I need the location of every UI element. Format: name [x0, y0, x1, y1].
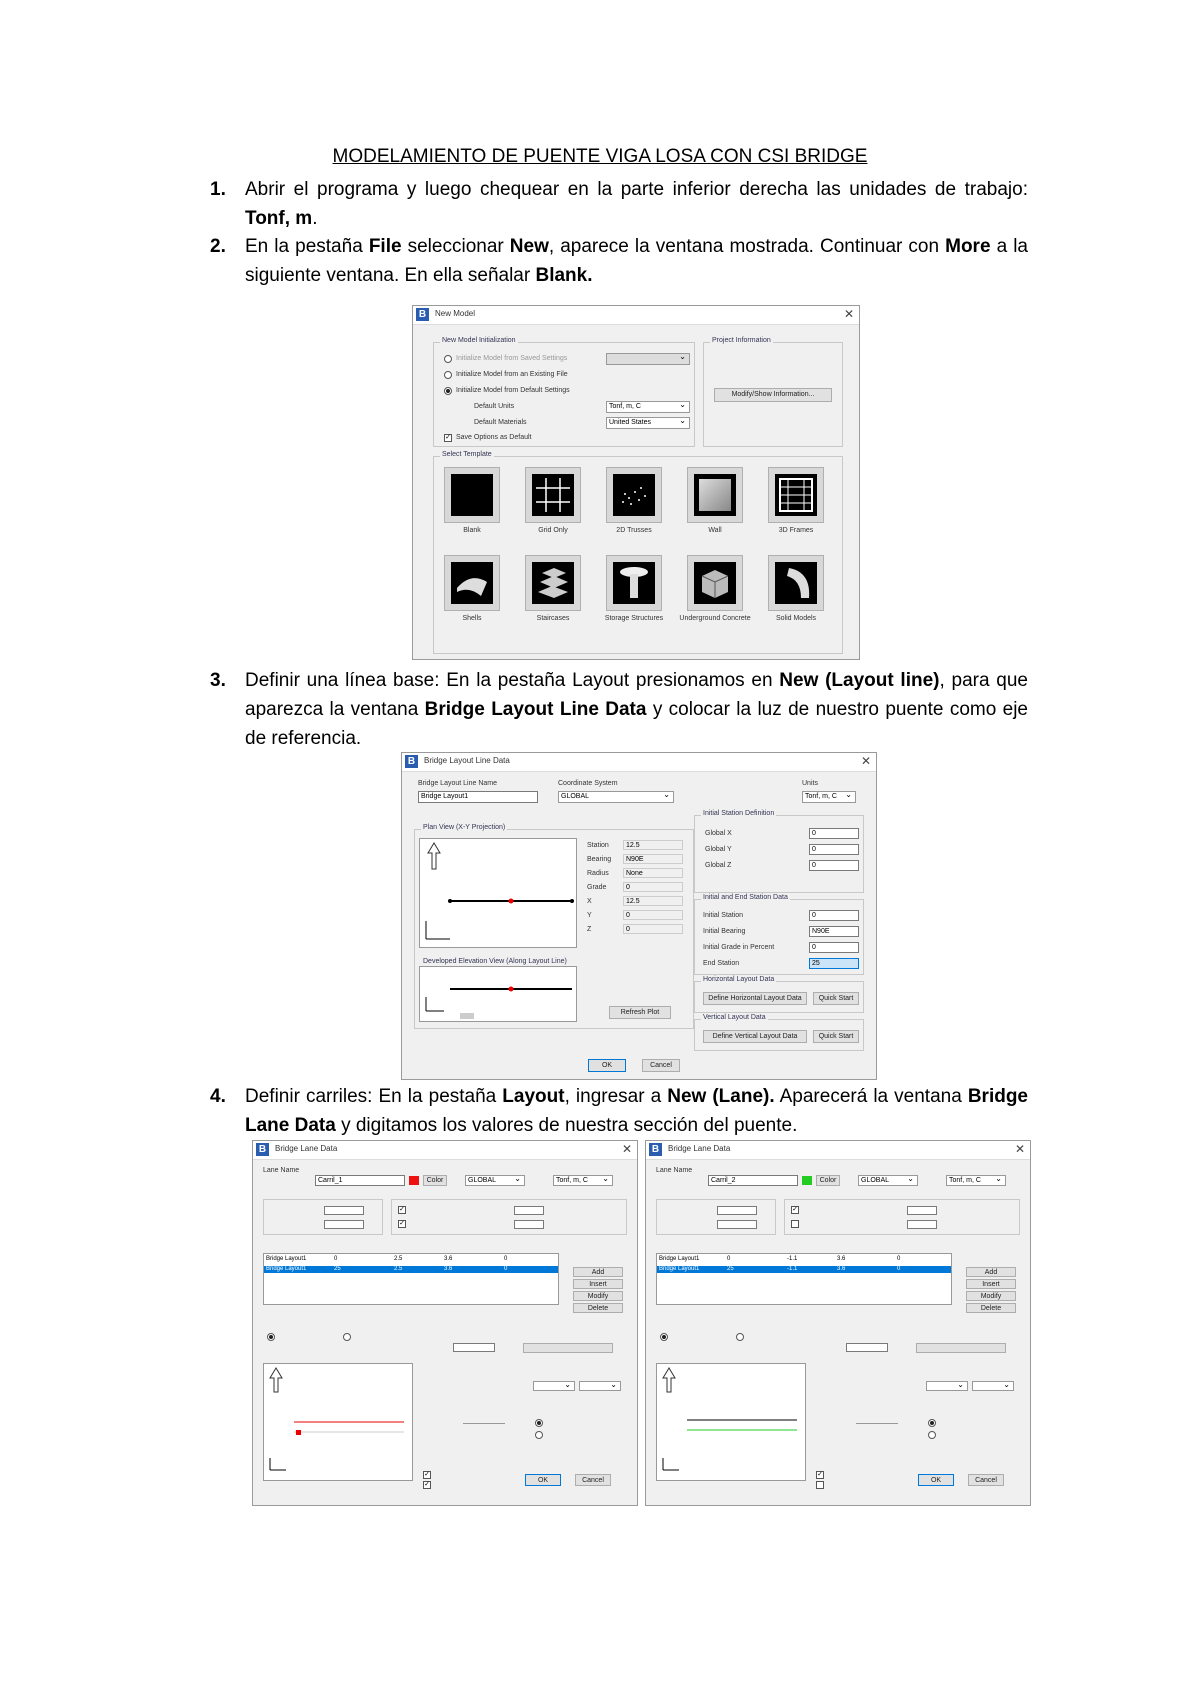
- step-number: 4.: [210, 1086, 226, 1107]
- plan-view-canvas[interactable]: [419, 838, 577, 948]
- lane-data-dialog-2: B Bridge Lane Data ✕ Lane Name Carril_2 Color GLOBAL ⌄ Tonf, m, C ⌄ ✓ Bridge Layout1 0 -1.1 3.6 0 Bridge Layout1 25 -1.1 3.6 0 Add Insert Modify Delete ⌄ ⌄ ✓ OK Cancel: [645, 1140, 1031, 1506]
- close-icon[interactable]: ✕: [843, 307, 854, 321]
- template-2d-trusses[interactable]: [606, 467, 662, 523]
- template-blank[interactable]: [444, 467, 500, 523]
- lane-radio-3[interactable]: [928, 1419, 936, 1427]
- lane-option-checkbox-4[interactable]: ✓: [424, 1481, 430, 1488]
- saved-settings-select[interactable]: [606, 353, 690, 365]
- coord-system-select[interactable]: GLOBAL ⌄: [858, 1175, 918, 1186]
- step-number: 2.: [210, 236, 226, 257]
- lane-color-button[interactable]: Color: [816, 1175, 840, 1186]
- close-icon[interactable]: ✕: [860, 754, 871, 768]
- lane-select-1[interactable]: [533, 1381, 575, 1391]
- shell-icon: [451, 562, 493, 604]
- lane-width-input[interactable]: [846, 1343, 888, 1352]
- template-shells[interactable]: [444, 555, 500, 611]
- group-lane-options: [391, 1199, 627, 1235]
- elevation-view-canvas[interactable]: [419, 966, 577, 1022]
- lane-radio-2[interactable]: [343, 1333, 351, 1341]
- step-2: 2. En la pestaña File seleccionar New, aparece la ventana mostrada. Continuar con More a la siguiente ventana. En ella señalar Blank.: [210, 232, 1028, 290]
- units-select[interactable]: Tonf, m, C ⌄: [946, 1175, 1006, 1186]
- lane-select-2[interactable]: [972, 1381, 1014, 1391]
- ok-button[interactable]: OK: [918, 1474, 954, 1486]
- table-row[interactable]: Bridge Layout1 25 -1.1 3.6 0: [657, 1266, 951, 1273]
- group-lane-offset: [263, 1199, 383, 1235]
- group-model-init: New Model Initialization Initialize Model from Saved Settings ⌄ Initialize Model from an Existing File Initialize Model from Default Settings Default Units Tonf, m, C ⌄ Default Materials United States ⌄ ✓ Save Options as Default: [433, 342, 695, 447]
- close-icon[interactable]: ✕: [1014, 1142, 1025, 1156]
- coord-system-select[interactable]: GLOBAL ⌄: [465, 1175, 525, 1186]
- lane-option-input-2[interactable]: [907, 1220, 937, 1229]
- lane-radio-2[interactable]: [736, 1333, 744, 1341]
- global-z-input[interactable]: 0: [809, 860, 859, 871]
- tank-icon: [613, 562, 655, 604]
- template-solid-models[interactable]: [768, 555, 824, 611]
- stair-icon: [532, 562, 574, 604]
- lane-radio-1[interactable]: [660, 1333, 668, 1341]
- lane-option-checkbox-2[interactable]: [791, 1220, 799, 1228]
- lane-radio-4[interactable]: [535, 1431, 543, 1439]
- lane-plan-canvas[interactable]: [656, 1363, 806, 1481]
- insert-button[interactable]: Insert: [966, 1279, 1016, 1289]
- lane-offset-input-2[interactable]: [717, 1220, 757, 1229]
- group-select-template: Select Template Blank Grid Only 2D Trusses Wall 3D Frames Shells Staircases Storage Structures Underground Concrete Solid Models: [433, 456, 843, 654]
- cancel-button[interactable]: Cancel: [968, 1474, 1004, 1486]
- coord-system-select[interactable]: GLOBAL ⌄: [558, 791, 674, 803]
- lane-select-2[interactable]: [579, 1381, 621, 1391]
- lane-option-checkbox-3[interactable]: ✓: [424, 1471, 430, 1478]
- lane-offset-input-2[interactable]: [324, 1220, 364, 1229]
- cancel-button[interactable]: Cancel: [642, 1059, 680, 1072]
- lane-plan-canvas[interactable]: [263, 1363, 413, 1481]
- template-underground-concrete[interactable]: [687, 555, 743, 611]
- save-options-checkbox[interactable]: ✓: [445, 434, 451, 441]
- cube-icon: [694, 562, 736, 604]
- frame-icon: [775, 474, 817, 516]
- template-3d-frames[interactable]: [768, 467, 824, 523]
- lane-option-checkbox-2[interactable]: ✓: [399, 1220, 405, 1227]
- step-3: 3. Definir una línea base: En la pestaña Layout presionamos en New (Layout line), para que aparezca la ventana Bridge Layout Line Data y colocar la luz de nuestro puente como eje de referencia.: [210, 666, 1028, 753]
- lane-select-1[interactable]: [926, 1381, 968, 1391]
- template-grid-only[interactable]: [525, 467, 581, 523]
- lane-radio-3[interactable]: [535, 1419, 543, 1427]
- group-lane-options: [784, 1199, 1020, 1235]
- modify-show-info-button[interactable]: Modify/Show Information...: [714, 388, 832, 402]
- define-horizontal-button[interactable]: Define Horizontal Layout Data: [703, 992, 807, 1005]
- ok-button[interactable]: OK: [588, 1059, 626, 1072]
- app-logo-icon: B: [649, 1143, 662, 1156]
- lane-option-input-2[interactable]: [514, 1220, 544, 1229]
- lane-offset-input-1[interactable]: [717, 1206, 757, 1215]
- lane-table[interactable]: [263, 1253, 559, 1305]
- grid-icon: [532, 474, 574, 516]
- cancel-button[interactable]: Cancel: [575, 1474, 611, 1486]
- lane-option-checkbox-3[interactable]: ✓: [817, 1471, 823, 1478]
- ok-button[interactable]: OK: [525, 1474, 561, 1486]
- north-arrow-icon: [428, 843, 440, 869]
- insert-button[interactable]: Insert: [573, 1279, 623, 1289]
- group-station-data: Initial and End Station Data Initial Station 0 Initial Bearing N90E Initial Grade in Percent 0 End Station 25: [694, 899, 864, 975]
- radio-existing-file[interactable]: [444, 371, 452, 379]
- group-initial-station: Initial Station Definition Global X 0 Global Y 0 Global Z 0: [694, 815, 864, 893]
- default-materials-select[interactable]: United States ⌄: [606, 417, 690, 429]
- define-vertical-button[interactable]: Define Vertical Layout Data: [703, 1030, 807, 1043]
- units-select[interactable]: Tonf, m, C ⌄: [553, 1175, 613, 1186]
- group-vertical-layout: Vertical Layout Data Define Vertical Layout Data Quick Start: [694, 1019, 864, 1051]
- solid-icon: [775, 562, 817, 604]
- global-x-input[interactable]: 0: [809, 828, 859, 839]
- initial-bearing-input[interactable]: N90E: [809, 926, 859, 937]
- app-logo-icon: B: [256, 1143, 269, 1156]
- modify-button[interactable]: Modify: [573, 1291, 623, 1301]
- lane-name-input[interactable]: Carril_2: [708, 1175, 798, 1186]
- delete-button[interactable]: Delete: [573, 1303, 623, 1313]
- step-number: 1.: [210, 179, 226, 200]
- lane-width-input[interactable]: [453, 1343, 495, 1352]
- lane-option-checkbox-4[interactable]: [816, 1481, 824, 1489]
- layout-line-dialog: B Bridge Layout Line Data ✕ Bridge Layout Line Name Bridge Layout1 Coordinate System GLOBAL ⌄ Units Tonf, m, C ⌄ Plan View (X-Y Projection) Developed Elevation View (Along Layout Line) Station 12.5 Bearing N90E Radius None Grade 0 X 12.5 Y 0 Z 0 Refresh Plot Initial Station Definition Global X 0 Global Y 0 Global Z 0 Initial and End Station Data Initial Station 0 Initial Bearing N90E Initial Grade in Percent 0 End Station 25 Horizontal Layout Data Define Horizontal Layout Data Quick Start Vertical Layout Data Define Vertical Layout Data Quick Start OK Cancel: [401, 752, 877, 1080]
- lane-offset-input-1[interactable]: [324, 1206, 364, 1215]
- template-storage-structures[interactable]: [606, 555, 662, 611]
- add-button[interactable]: Add: [573, 1267, 623, 1277]
- template-wall[interactable]: [687, 467, 743, 523]
- lane-readout: [463, 1415, 505, 1424]
- north-arrow-icon: [270, 1368, 282, 1392]
- lane-option-checkbox-1[interactable]: ✓: [792, 1206, 798, 1213]
- units-select[interactable]: Tonf, m, C ⌄: [802, 791, 856, 803]
- truss-icon: [613, 474, 655, 516]
- radio-saved-settings[interactable]: [444, 355, 452, 363]
- radio-default-settings[interactable]: [444, 387, 452, 395]
- refresh-plot-button[interactable]: Refresh Plot: [609, 1006, 671, 1019]
- add-button[interactable]: Add: [966, 1267, 1016, 1277]
- group-horizontal-layout: Horizontal Layout Data Define Horizontal Layout Data Quick Start: [694, 981, 864, 1013]
- document-title: MODELAMIENTO DE PUENTE VIGA LOSA CON CSI BRIDGE: [332, 146, 868, 167]
- lane-table[interactable]: [656, 1253, 952, 1305]
- app-logo-icon: B: [405, 755, 418, 768]
- vertical-quick-start-button[interactable]: Quick Start: [813, 1030, 859, 1043]
- table-row[interactable]: Bridge Layout1 0 -1.1 3.6 0: [659, 1256, 901, 1262]
- close-icon[interactable]: ✕: [621, 1142, 632, 1156]
- lane-radio-4[interactable]: [928, 1431, 936, 1439]
- lane-name-input[interactable]: Carril_1: [315, 1175, 405, 1186]
- lane-data-dialog-1: B Bridge Lane Data ✕ Lane Name Carril_1 Color GLOBAL ⌄ Tonf, m, C ⌄ ✓ ✓ Bridge Layout1 0 2.5 3.6 0 Bridge Layout1 25 2.5 3.6 0 Add Insert Modify Delete ⌄ ⌄ ✓ ✓ OK Cancel: [252, 1140, 638, 1506]
- initial-station-input[interactable]: 0: [809, 910, 859, 921]
- lane-radio-1[interactable]: [267, 1333, 275, 1341]
- layout-line-name-input[interactable]: Bridge Layout1: [418, 791, 538, 803]
- lane-option-input-1[interactable]: [907, 1206, 937, 1215]
- global-y-input[interactable]: 0: [809, 844, 859, 855]
- new-model-dialog: B New Model ✕ New Model Initialization Initialize Model from Saved Settings ⌄ Initialize Model from an Existing File Initialize Model from Default Settings Default Units Tonf, m, C ⌄ Default Materials United States ⌄ ✓ Save Options as Default Project Information Modify/Show Information... Select Template Blank Grid Only 2D Trusses Wall 3D Frames Shells Staircases Storage Structures Underground Concrete Solid Models: [412, 305, 860, 660]
- template-staircases[interactable]: [525, 555, 581, 611]
- step-1: 1. Abrir el programa y luego chequear en la parte inferior derecha las unidades de trabajo: Tonf, m.: [210, 175, 1028, 233]
- lane-option-input-1[interactable]: [514, 1206, 544, 1215]
- table-row[interactable]: Bridge Layout1 0 2.5 3.6 0: [266, 1256, 508, 1262]
- group-lane-offset: [656, 1199, 776, 1235]
- horizontal-quick-start-button[interactable]: Quick Start: [813, 992, 859, 1005]
- default-units-select[interactable]: Tonf, m, C ⌄: [606, 401, 690, 413]
- step-number: 3.: [210, 670, 226, 691]
- north-arrow-icon: [663, 1368, 675, 1392]
- lane-color-button[interactable]: Color: [423, 1175, 447, 1186]
- group-project-info: Project Information Modify/Show Information...: [703, 342, 843, 447]
- group-plan-view: Plan View (X-Y Projection) Developed Elevation View (Along Layout Line) Station 12.5 Bearing N90E Radius None Grade 0 X 12.5 Y 0 Z 0 Refresh Plot: [414, 829, 694, 1029]
- end-station-input[interactable]: 25: [809, 958, 859, 969]
- lane-disabled-button[interactable]: [523, 1343, 613, 1353]
- app-logo-icon: B: [416, 308, 429, 321]
- table-row[interactable]: Bridge Layout1 25 2.5 3.6 0: [264, 1266, 558, 1273]
- lane-option-checkbox-1[interactable]: ✓: [399, 1206, 405, 1213]
- initial-grade-input[interactable]: 0: [809, 942, 859, 953]
- lane-disabled-button[interactable]: [916, 1343, 1006, 1353]
- step-4: 4. Definir carriles: En la pestaña Layout, ingresar a New (Lane). Aparecerá la ventana Bridge Lane Data y digitamos los valores de nuestra sección del puente.: [210, 1082, 1028, 1140]
- delete-button[interactable]: Delete: [966, 1303, 1016, 1313]
- lane-color-swatch[interactable]: [802, 1176, 812, 1185]
- modify-button[interactable]: Modify: [966, 1291, 1016, 1301]
- lane-readout: [856, 1415, 898, 1424]
- lane-color-swatch[interactable]: [409, 1176, 419, 1185]
